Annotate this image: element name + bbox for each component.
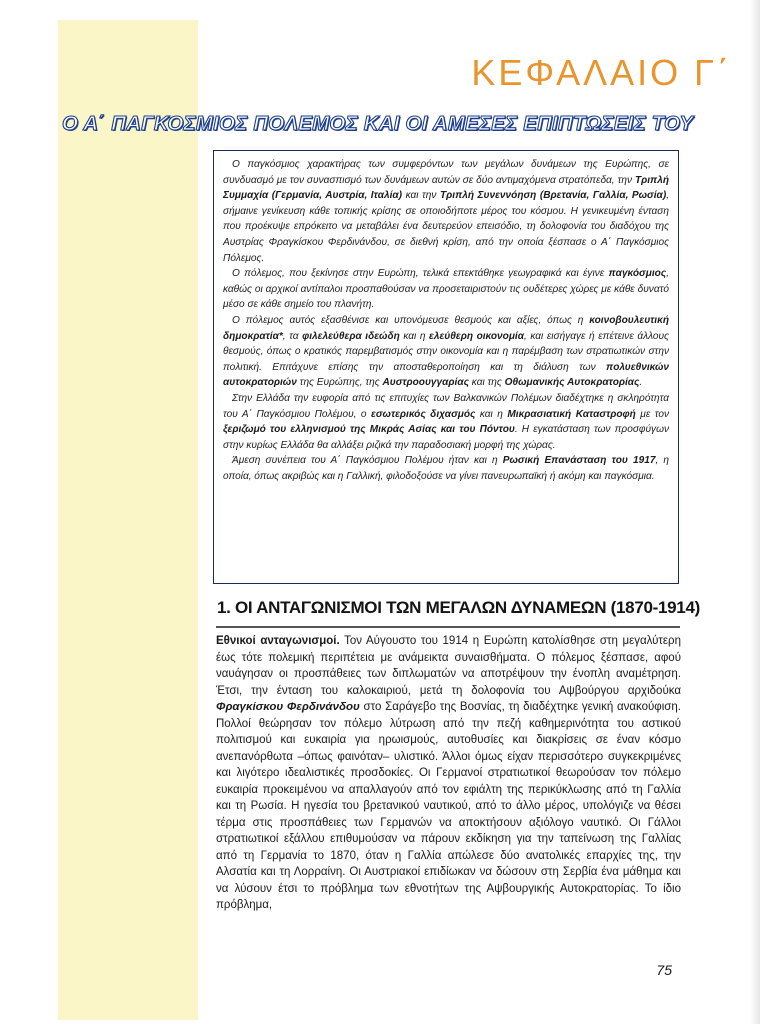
- intro-paragraph: [223, 313, 669, 391]
- body-text-part: Τον Αύγουστο του 1914 η Ευρώπη κατολίσθησε στη μεγαλύτερη έως τότε πολεμική περιπέτεια με ανάμεικτα συναισθήματα. Ο πόλεμος ξέσπασε, αφού ναυάγησαν οι προσπάθειες των διπλωματών να αποτρέψουν την ένοπλη αναμέτρηση. Έτσι, την ένταση του καλοκαιριού, μετά τη δολοφονία του Αψβούργου αρχιδούκα: [216, 635, 681, 697]
- intro-bold-term: ελεύθερη οικονομία: [429, 330, 524, 342]
- intro-text-run: Ο πόλεμος αυτός εξασθένισε και υπονόμευσε θεσμούς και αξίες, όπως η: [232, 314, 590, 326]
- chapter-intro-box: [213, 150, 679, 584]
- intro-text-run: , καθώς οι αρχικοί αντίπαλοι προσπαθούσαν να προσεταιριστούν τις ουδέτερες χώρες με κάθε δυνατό μέσο σε κάθε σημείο του πλανήτη.: [223, 268, 669, 311]
- intro-bold-term: εσωτερικός διχασμός: [371, 408, 476, 420]
- intro-paragraph: [223, 453, 669, 484]
- intro-text-run: Ο πόλεμος, που ξεκίνησε στην Ευρώπη, τελικά επεκτάθηκε γεωγραφικά και έγινε: [232, 268, 609, 280]
- intro-text-run: της Ευρώπης, της: [296, 377, 383, 389]
- intro-text-run: . Η εγκατάσταση των προσφύγων στην κυρίως Ελλάδα θα αλλάξει ριζικά την παραδοσιακή μορφή της χώρας.: [223, 424, 670, 451]
- intro-bold-term: Τριπλή Συνεννόηση (Βρετανία, Γαλλία, Ρωσία): [439, 190, 667, 202]
- intro-text-run: Ο παγκόσμιος χαρακτήρας των συμφερόντων των μεγάλων δυνάμεων της Ευρώπης, σε συνδυασμό με τον συνασπισμό των δυνάμεων αυτών σε δύο αντιμαχόμενα στρατόπεδα, την: [223, 159, 669, 186]
- intro-bold-term: Οθωμανικής Αυτοκρατορίας: [504, 377, 640, 389]
- intro-text-run: , η οποία, όπως ακριβώς και η Γαλλική, φιλοδοξούσε να γίνει πανευρωπαϊκή ή ακόμη και παγκόσμια.: [223, 455, 669, 482]
- section-divider: [216, 626, 680, 628]
- section-body: [216, 633, 681, 914]
- intro-bold-term: Αυστροουγγαρίας: [382, 377, 469, 389]
- intro-text-run: και την: [402, 190, 440, 202]
- body-text-part: στο Σαράγεβο της Βοσνίας, τη διαδέχτηκε γενική ανακούφιση. Πολλοί θεώρησαν τον πόλεμο λύτρωση από την πεζή καθημερινότητα του αστικού πολιτισμού και ευκαιρία για ηρωισμούς, αυτοθυσίες και διακρίσεις σε έναν κόσμο ανεπανόρθωτα –όπως φαινόταν– υλιστικό. Άλλοι όμως είχαν περισσότερο συγκεκριμένες και λιγότερο ιδεαλιστικές προσδοκίες. Οι Γερμανοί στρατιωτικοί θεωρούσαν τον πόλεμο ευκαιρία προκειμένου να απαλλαγούν από τον εφιάλτη της περικύκλωσης από τη Γαλλία και τη Ρωσία. Η ηγεσία του βρετανικού ναυτικού, από το άλλο μέρος, υπολόγιζε να θέσει τέρμα στις προσπάθειες των Γερμανών να αποκτήσουν αξιόλογο ναυτικό. Οι Γάλλοι στρατιωτικοί εξάλλου επιθυμούσαν να πάρουν εκδίκηση για την ταπείνωση της Γαλλίας από τη Γερμανία το 1870, όταν η Γαλλία απώλεσε δύο ανατολικές επαρχίες της, την Αλσατία και τη Λορραίνη. Οι Αυστριακοί επιδίωκαν να δώσουν στη Σερβία ένα μάθημα και να λύσουν έτσι το πρόβλημα των εθνοτήτων της Αψβουργικής Αυτοκρατορίας. Το ίδιο πρόβλημα,: [216, 701, 681, 911]
- intro-text-run: με τον: [635, 408, 670, 420]
- chapter-subtitle: Ο Α΄ ΠΑΓΚΟΣΜΙΟΣ ΠΟΛΕΜΟΣ ΚΑΙ ΟΙ ΑΜΕΣΕΣ ΕΠΙΠΤΩΣΕΙΣ ΤΟΥ: [62, 112, 694, 135]
- section-heading: 1. ΟΙ ΑΝΤΑΓΩΝΙΣΜΟΙ ΤΩΝ ΜΕΓΑΛΩΝ ΔΥΝΑΜΕΩΝ (1870-1914): [217, 598, 700, 617]
- intro-paragraph: [223, 391, 669, 453]
- intro-text-run: Άμεση συνέπεια του Α΄ Παγκόσμιου Πολέμου ήταν και η: [232, 455, 503, 467]
- page-number: 75: [656, 962, 672, 978]
- intro-text-run: .: [639, 377, 643, 389]
- intro-bold-term: πολυεθνικών αυτοκρατοριών: [223, 361, 669, 389]
- intro-bold-term: Ρωσική Επανάσταση του 1917: [502, 455, 656, 467]
- chapter-title: ΚΕΦΑΛΑΙΟ Γ΄: [471, 52, 732, 93]
- intro-text-run: , τα: [282, 330, 303, 342]
- margin-color-band: [58, 20, 198, 1020]
- intro-bold-term: Τριπλή Συμμαχία (Γερμανία, Αυστρία, Ιταλία): [223, 174, 669, 202]
- intro-text-run: και η: [475, 408, 508, 420]
- intro-bold-term: παγκόσμιος: [608, 268, 667, 280]
- intro-text-run: , σήμαινε γενίκευση κάθε τοπικής κρίσης σε οποιοδήποτε μέρος του κόσμου. Η γενικευμένη ένταση που προέκυψε επρόκειτο να μεταβάλει ένα δευτερεύον επεισόδιο, τη δολοφονία του διαδόχου της Αυστρίας Φραγκίσκου Φερδινάνδου, σε διεθνή κρίση, από την οποία ξέσπασε ο Α΄ Παγκόσμιος Πόλεμος.: [223, 190, 669, 264]
- intro-paragraph: [223, 266, 669, 313]
- intro-text-run: , και εισήγαγε ή επέτεινε άλλους θεσμούς, όπως ο κρατικός παρεμβατισμός στην οικονομία και η παρέμβαση των στρατιωτικών στην πολιτική. Επιτάχυνε επίσης την αποσταθεροποίηση και τη διάλυση των: [223, 330, 669, 373]
- intro-paragraph: [223, 157, 669, 266]
- intro-bold-term: ξεριζωμό του ελληνισμού της Μικράς Ασίας και του Πόντου: [223, 424, 515, 436]
- intro-text-run: και η: [399, 330, 430, 342]
- intro-bold-term: Μικρασιατική Καταστροφή: [507, 408, 636, 420]
- page-edge-shadow: [750, 0, 760, 1024]
- intro-bold-term: κοινοβουλευτική δημοκρατία*: [223, 314, 669, 342]
- intro-bold-term: φιλελεύθερα ιδεώδη: [302, 330, 400, 342]
- paragraph-lead: Εθνικοί ανταγωνισμοί.: [216, 635, 340, 647]
- highlighted-name: Φραγκίσκου Φερδινάνδου: [216, 701, 360, 713]
- intro-text-run: και της: [468, 377, 505, 389]
- intro-text-run: Στην Ελλάδα την ευφορία από τις επιτυχίες των Βαλκανικών Πολέμων διαδέχτηκε η σκληρότητα του Α΄ Παγκόσμιου Πολέμου, ο: [223, 392, 669, 420]
